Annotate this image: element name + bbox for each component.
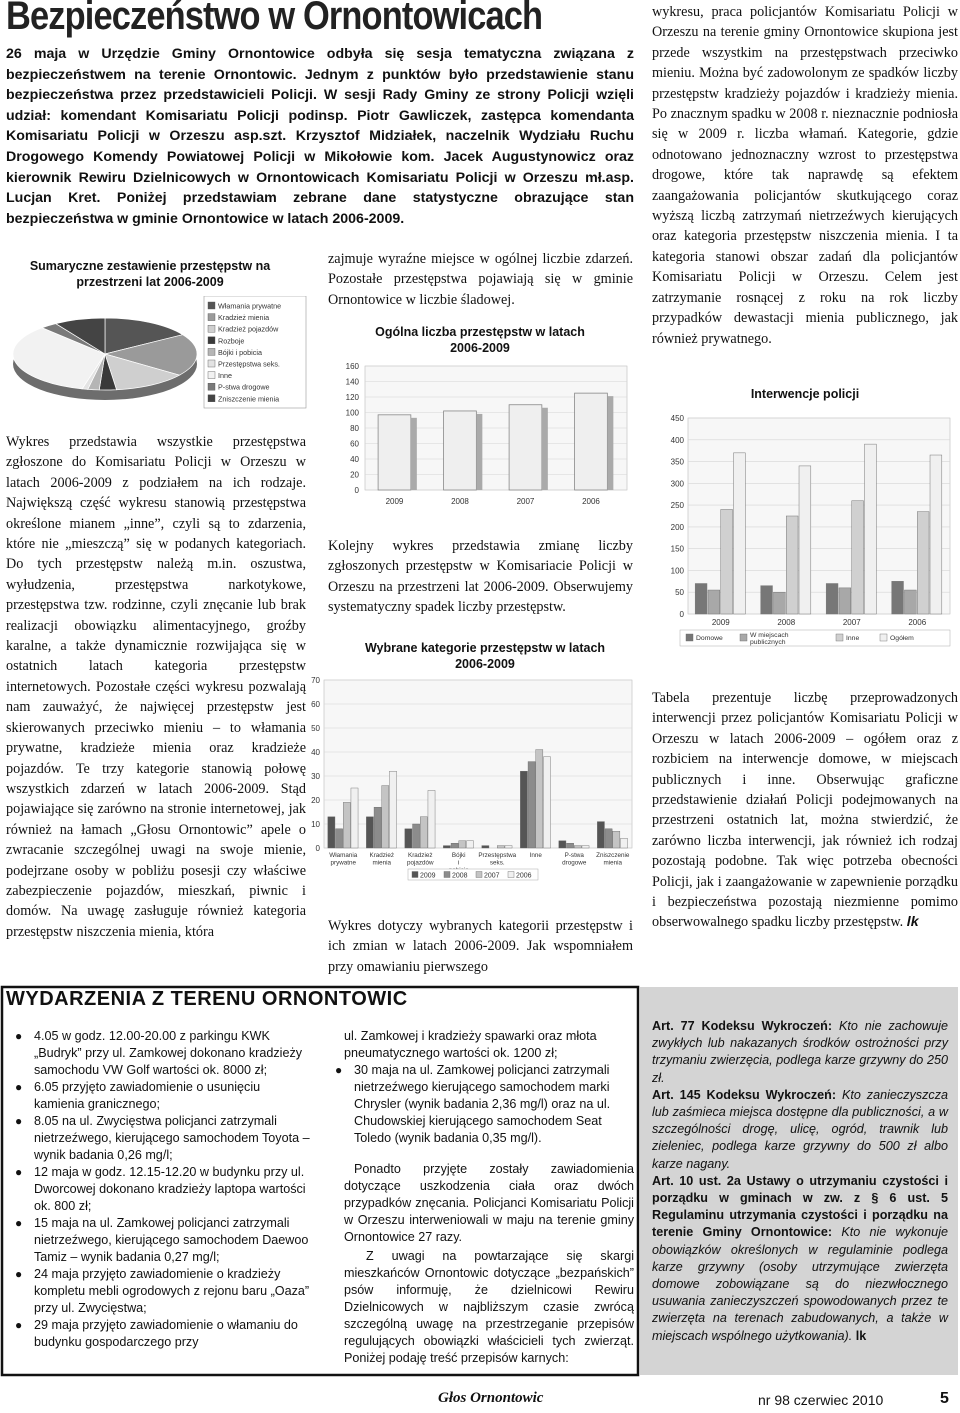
- lead-paragraph: 26 maja w Urzędzie Gminy Ornontowice odbyła się sesja tematyczna związana z bezpieczeństwem na terenie Ornontowic. Jednym z punktów było przedstawienie stanu bezpieczeństwa przez przedstawicieli Policji. W sesji Rady Gminy ze strony Policji wzięli udział: komendant Komisariatu Policji podinsp. Piotr Gawliczek, zastępca komendanta Komisariatu Policji w Orzeszu asp.szt. Krzysztof Midziałek, naczelnik Wydziału Ruchu Drogowego Komendy Powiatowej Policji w Mikołowie kom. Jacek Augustynowicz oraz kierownik Rewiru Dzielnicowych w Ornontowicach Komisariatu Policji w Orzeszu mł.asp. Lucjan Kret. Poniżej przedstawiam zebrane dane statystyczne obrazujące stan bezpieczeństwa w gminie Ornontowice w latach 2006-2009.: [6, 46, 634, 227]
- pie-legend-swatch-0: [208, 302, 215, 309]
- event-a-item-3: ● 12 maja w godz. 12.15-12.20 w budynku przy ul. Dworcowej dokonano kradzieży laptopa wartości ok. 800 zł;: [12, 1164, 314, 1215]
- bar-cat-2-0: [405, 829, 412, 848]
- law-art-10: [652, 1173, 948, 1345]
- events-b-continuation: ul. Zamkowej i kradzieży spawarki oraz młota pneumatycznego wartości ok. 1200 zł;: [344, 1029, 597, 1060]
- pie-legend-swatch-2: [208, 325, 215, 332]
- bar-total-2: [509, 405, 542, 490]
- x-label-cat-1-1: mienia: [372, 859, 392, 867]
- events-list-a-items: [12, 1028, 314, 1351]
- y-tick-1: 50: [675, 588, 684, 598]
- law-art-77-head: Art. 77 Kodeksu Wykroczeń:: [652, 1019, 833, 1033]
- legend-label-int-3-0: Ogółem: [890, 635, 914, 642]
- law-signature: lk: [855, 1328, 867, 1343]
- legend-swatch-cat-2: [476, 872, 482, 878]
- y-tick-1: 20: [350, 470, 359, 480]
- x-label-total-1: 2008: [451, 497, 469, 506]
- legend-label-cat-1: 2008: [452, 872, 468, 880]
- legend-label-cat-0: 2009: [420, 872, 436, 880]
- y-tick-8: 160: [345, 362, 359, 371]
- bar-total-1: [444, 411, 477, 490]
- legend-swatch-cat-3: [508, 872, 514, 878]
- footer-issue: nr 98 czerwiec 2010: [758, 1392, 884, 1408]
- bar-cat-3-2: [459, 841, 466, 848]
- x-label-cat-0-0: Włamania: [329, 852, 358, 859]
- bar-cat-1-3: [389, 771, 396, 848]
- bar-cat-3-1: [451, 843, 458, 848]
- bar-cat-3-0: [443, 846, 450, 848]
- pie-legend-swatch-1: [208, 314, 215, 321]
- x-label-int-3: 2006: [908, 618, 927, 627]
- bar-chart-interventions-marks: [671, 414, 950, 646]
- pie-legend-label-4: Bójki i pobicia: [218, 347, 262, 357]
- column-2-text-mid: Kolejny wykres przedstawia zmianę liczby zgłoszonych przestępstw w Komisariacie Policji w Orzeszu na przestrzeni lat 2006-2009. Obserwujemy systematyczny spadek liczby przestępstw.: [328, 538, 633, 616]
- y-tick-0: 0: [315, 844, 320, 853]
- event-a-item-5: ● 24 maja przyjęto zawiadomienie o kradzieży kompletu mebli ogrodowych z rejonu baru „Oaza” przy ul. Zwycięstwa;: [12, 1266, 314, 1317]
- bar-cat-0-3: [351, 788, 358, 848]
- y-tick-3: 60: [350, 439, 359, 449]
- events-list-b-items: [332, 1062, 634, 1147]
- bar-chart-total-marks: [346, 362, 627, 506]
- x-label-cat-4-0: Przestępstwa: [478, 852, 517, 859]
- y-tick-8: 400: [670, 435, 684, 445]
- events-list-a: [12, 1028, 314, 1351]
- bar-cat-7-1: [605, 829, 612, 848]
- pie-legend-label-8: Zniszczenie mienia: [218, 394, 280, 404]
- column-2-text-top: zajmuje wyraźne miejsce w ogólnej liczbie zdarzeń. Pozostałe przestępstwa pojawiają się w gminie Ornontowice w liczbie śladowej.: [328, 251, 633, 308]
- bar-cat-4-0: [482, 846, 489, 848]
- y-tick-7: 140: [345, 377, 359, 387]
- bar-cat-5-0: [520, 771, 527, 848]
- x-label-total-3: 2006: [582, 497, 600, 506]
- bar-chart-interventions-title: Interwencje policji: [750, 387, 860, 401]
- x-label-cat-1-0: Kradzież: [369, 852, 394, 859]
- bar-int-1-0: [761, 586, 773, 614]
- bar-chart-categories: [298, 672, 635, 897]
- pie-chart: [10, 296, 310, 416]
- bar-int-0-1: [708, 590, 720, 614]
- bar-cat-6-2: [574, 846, 581, 848]
- y-tick-0: 0: [354, 486, 359, 495]
- bar-cat-4-3: [505, 846, 512, 848]
- pie-legend-label-1: Kradzież mienia: [218, 313, 270, 323]
- bar-int-0-0: [695, 584, 707, 614]
- y-tick-4: 80: [350, 424, 359, 433]
- bar-int-1-2: [786, 516, 798, 614]
- bar-chart-interventions: [640, 412, 960, 657]
- bar-cat-2-2: [420, 817, 427, 848]
- legend-swatch-cat-1: [444, 872, 450, 878]
- y-tick-2: 20: [311, 796, 320, 805]
- legend-label-cat-3: 2006: [516, 872, 532, 880]
- bar-cat-4-2: [497, 846, 504, 848]
- bar-cat-2-1: [413, 824, 420, 848]
- column-3-text-bottom: [652, 688, 958, 933]
- legend-swatch-int-0: [686, 634, 693, 641]
- x-label-cat-7-1: mienia: [603, 859, 623, 867]
- bar-int-2-1: [839, 588, 851, 614]
- pie-legend-label-7: P-stwa drogowe: [218, 382, 270, 392]
- x-label-total-0: 2009: [385, 497, 404, 506]
- pie-legend-swatch-3: [208, 337, 215, 344]
- bar-chart-categories-marks: [311, 676, 632, 880]
- bar-int-3-2: [917, 512, 929, 614]
- event-a-item-0: ● 4.05 w godz. 12.00-20.00 z parkingu KWK „Budryk” przy ul. Zamkowej dokonano kradzieży samochodu VW Golf wartości ok. 8000 zł;: [12, 1028, 314, 1079]
- y-tick-7: 350: [670, 457, 684, 467]
- bar-cat-1-0: [366, 817, 373, 848]
- pie-legend-swatch-6: [208, 372, 215, 379]
- event-a-item-2: ● 8.05 na ul. Zwycięstwa policjanci zatrzymali nietrzeźwego, kierującego samochodem Toyota – wynik badania 0,26 mg/l;: [12, 1113, 314, 1164]
- column-1-text: Wykres przedstawia wszystkie przestępstwa zgłoszone do Komisariatu Policji w Orzeszu w latach 2006-2009 z podziałem na ich rodzaje. Największą część wykresu stanowią przestępstwa określone mianem „inne”, czyli są to zdarzenia, które nie „mieszczą” się w podanych kategoriach. Do tych przestępstw należą m.in. oszustwa, wyłudzenia, przestępstwa narkotykowe, przestępstwa tzw. rodzinne, czyli znęcanie lub brak realizacji obowiązku alimentacyjnego, groźby karalne, a także dynamicznie rozwijająca się w ostatnich latach kategoria przestępstw internetowych. Pozostałe części wykresu pozwalają nam zauważyć, że najwięcej przestępstw jest skierowanych przeciwko mieniu – to włamania prywatne, kradzieże mienia oraz kradzieże pojazdów. Te trzy kategorie stanowią połowę wszystkich zdarzeń w latach 2006-2009. Stąd pojawiające się zarówno na stronie internetowej, jak również na łamach „Głosu Ornontowic” apele o zwracanie szczególnej uwagi na swoje mienie, podejrzane osoby w pobliżu posesji czy właściwe zabezpieczenie pojazdów, mieszkań, piwnic i domów. Na uwagę zasługuje również kategoria przestępstw niszczenia mienia, która: [6, 434, 306, 940]
- law-art-77: [652, 1018, 948, 1087]
- bar-chart-total-title: Ogólna liczba przestępstw w latach 2006-2009: [375, 325, 585, 355]
- legend-label-int-1-1: publicznych: [750, 639, 786, 646]
- events-b-paragraph-2: Z uwagi na powtarzające się skargi mieszkańców Ornontowic dotyczące „bezpańskich” psów informuję, że dzielnicowi Rewiru Dzielnicowych w najbliższym czasie zwrócą szczególną uwagę na przestrzeganie przepisów regulujących obowiązki właścicieli tych zwierząt. Poniżej podaję treść przepisów karnych:: [344, 1249, 634, 1365]
- x-label-cat-3-0: Bójki: [451, 852, 466, 859]
- legend-swatch-int-1: [740, 634, 747, 641]
- pie-legend-label-2: Kradzież pojazdów: [218, 324, 279, 334]
- events-title: WYDARZENIA Z TERENU ORNONTOWIC: [6, 988, 408, 1010]
- x-label-cat-6-0: P-stwa: [564, 852, 584, 859]
- bar-int-3-3: [930, 455, 942, 614]
- legend-swatch-cat-0: [412, 872, 418, 878]
- legend-swatch-int-2: [836, 634, 843, 641]
- x-label-cat-0-1: prywatne: [330, 859, 357, 867]
- bar-chart-total: [325, 360, 635, 530]
- law-art-145-text: Kto zanieczyszcza lub zaśmieca miejsca dostępne dla publiczności, a w szczególności drogę, ulicę, ogród, trawnik lub zieleniec, podlega karze grzywny do 500 zł albo karze nagany.: [652, 1087, 948, 1171]
- y-tick-4: 40: [311, 748, 320, 757]
- law-art-10-text: Kto nie wykonuje obowiązków określonych w regulaminie podlega karze grzywny (osoby utrzymujące zwierzęta domowe zobowiązane są do niezwłocznego usuwania zanieczyszczeń spowodowanych przez te zwierzęta na terenach zabudowanych, a także w miejscach wspólnego użytkowania).: [652, 1225, 948, 1343]
- bar-int-0-2: [721, 509, 733, 614]
- y-tick-6: 60: [311, 700, 320, 709]
- footer-logo: Głos Ornontowic: [438, 1390, 544, 1406]
- x-label-cat-5-0: Inne: [529, 852, 542, 859]
- legend-label-int-0-0: Domowe: [696, 635, 723, 642]
- x-label-cat-4-1: seks.: [489, 859, 505, 867]
- bar-int-2-3: [865, 444, 877, 614]
- legend-label-cat-2: 2007: [484, 872, 500, 880]
- legend-swatch-int-3: [880, 634, 887, 641]
- y-tick-7: 70: [311, 676, 320, 685]
- x-label-total-2: 2007: [516, 497, 535, 506]
- column-2-text-bottom: Wykres dotyczy wybranych kategorii przestępstw i ich zmian w latach 2006-2009. Jak wspomniałem przy omawianiu pierwszego: [328, 918, 633, 975]
- bar-int-3-0: [892, 581, 904, 614]
- pie-legend: [204, 296, 306, 408]
- bar-int-0-3: [734, 453, 746, 614]
- bar-cat-7-2: [613, 831, 620, 848]
- x-label-cat-3-1: i: [458, 859, 460, 867]
- y-tick-9: 450: [670, 414, 684, 423]
- y-tick-6: 300: [670, 479, 684, 489]
- pie-chart-title: Sumaryczne zestawienie przestępstw na przestrzeni lat 2006-2009: [29, 259, 271, 289]
- bar-total-side-1: [476, 414, 482, 490]
- bar-cat-0-2: [343, 802, 350, 848]
- y-tick-5: 100: [345, 408, 359, 418]
- pie-legend-label-5: Przestępstwa seks.: [218, 359, 280, 369]
- bar-cat-7-3: [620, 838, 627, 848]
- bar-int-1-1: [773, 592, 785, 614]
- author-signature: lk: [906, 914, 919, 931]
- bar-cat-2-3: [428, 790, 435, 848]
- bar-cat-0-0: [328, 817, 335, 848]
- law-art-10-head: Art. 10 ust. 2a Ustawy o utrzymaniu czystości i porządku w gminach w zw. z § 6 ust. 5 Regulaminu utrzymania czystości i porządku na terenie Gminy Ornontowice:: [652, 1173, 948, 1240]
- y-tick-3: 150: [670, 544, 684, 554]
- law-art-145: [652, 1087, 948, 1173]
- y-tick-6: 120: [345, 393, 359, 402]
- footer-page-number: 5: [940, 1390, 949, 1407]
- bar-total-0: [378, 415, 411, 490]
- events-b-paragraph-1: Ponadto przyjęte zostały zawiadomienia dotyczące uszkodzenia ciała oraz dwóch przypadków znęcania. Policjanci Komisariatu Policji w Orzeszu interweniowali w maju na terenie gminy Ornontowice 27 razy.: [344, 1162, 634, 1244]
- legend-label-int-2-0: Inne: [846, 635, 860, 642]
- bar-cat-5-1: [528, 762, 535, 848]
- x-label-cat-7-0: Zniszczenie: [596, 852, 630, 859]
- events-list-b: [332, 1028, 634, 1367]
- bar-total-side-2: [542, 408, 548, 490]
- bar-int-2-2: [852, 501, 864, 614]
- pie-slices: [13, 318, 197, 400]
- y-tick-3: 30: [311, 772, 320, 781]
- column-3-text-top: wykresu, praca policjantów Komisariatu Policji w Orzeszu na terenie gminy Ornontowice skupiona jest przede wszystkim na przestępstwach przeciwko mieniu. Można być zadowolonym ze spadków liczby przestępstw kradzieży pojazdów i kradzieży mienia. Po znacznym spadku w 2008 r. nieznacznie podniosła się w 2009 r. liczba włamań. Kategorie, gdzie odnotowano jednoznaczny wzrost to przestępstwa drogowe, które tak naprawdę są efektem zaangażowania policjantów skutkującego coraz wyższą liczbą zatrzymań nietrzeźwych kierujących oraz kategoria przestępstw niszczenia mienia. I ta kategoria stanowi obszar zadań dla policjantów Komisariatu Policji w Orzeszu. Celem jest zatrzymanie rosnącej z roku na rok liczby przypadków dewastacji mienia publicznego, jak również prywatnego.: [652, 4, 958, 347]
- bar-int-3-1: [904, 590, 916, 614]
- page-title: Bezpieczeństwo w Ornontowicach: [6, 0, 543, 38]
- x-label-cat-6-1: drogowe: [562, 859, 587, 867]
- law-art-77-text: Kto nie zachowuje zwykłych lub nakazanych środków ostrożności przy trzymaniu zwierzęcia, podlega karze grzywny do 250 zł.: [652, 1019, 948, 1085]
- bar-cat-0-1: [336, 829, 343, 848]
- x-label-int-1: 2008: [777, 618, 796, 627]
- x-label-int-0: 2009: [711, 618, 730, 627]
- y-tick-5: 50: [311, 724, 320, 733]
- bar-cat-6-3: [582, 846, 589, 848]
- bar-cat-7-0: [597, 822, 604, 848]
- event-a-item-1: ● 6.05 przyjęto zawiadomienie o usunięciu kamienia granicznego;: [12, 1079, 314, 1113]
- law-panel: [652, 1018, 948, 1345]
- pie-legend-label-0: Włamania prywatne: [218, 301, 282, 311]
- bar-cat-6-0: [559, 841, 566, 848]
- page-footer: [0, 1388, 960, 1413]
- x-label-int-2: 2007: [842, 618, 861, 627]
- event-a-item-6: ● 29 maja przyjęto zawiadomienie o włamaniu do budynku gospodarczego przy: [12, 1317, 314, 1351]
- y-tick-1: 10: [311, 820, 320, 829]
- x-label-cat-2-1: pojazdów: [406, 859, 434, 867]
- y-tick-4: 200: [670, 522, 684, 532]
- pie-legend-swatch-8: [208, 395, 215, 402]
- column-3-bottom-body: Tabela prezentuje liczbę przeprowadzonych interwencji przez policjantów Komisariatu Policji w Orzeszu w latach 2006-2009 – ogółem oraz z rozbiciem na interwencje domowe, w miejscach publicznych i inne. Obserwując graficzne przedstawienie działań Policji podejmowanych na przestrzeni ostatnich lat, można stwierdzić, że zarówno liczba interwencji, jak również ich rodzaj pozostają podobne. Tak więc potrzeba obecności Policji, jak i zaangażowanie w zapewnienie porządku i bezpieczeństwa pozostają niezmienne pomimo obserwowalnego spadku liczby przestępstw.: [652, 690, 958, 931]
- bar-total-side-3: [607, 396, 613, 490]
- bar-cat-5-3: [543, 757, 550, 848]
- bar-total-3: [575, 393, 608, 490]
- pie-legend-swatch-5: [208, 360, 215, 367]
- bar-cat-3-3: [466, 841, 473, 848]
- y-tick-0: 0: [679, 610, 684, 619]
- x-label-cat-2-0: Kradzież: [408, 852, 433, 859]
- bar-cat-6-1: [567, 843, 574, 848]
- pie-legend-label-3: Rozboje: [218, 336, 245, 346]
- event-b-item-0: ● 30 maja na ul. Zamkowej policjanci zatrzymali nietrzeźwego kierującego samochodem marki Chrysler (wynik badania 2,36 mg/l) oraz na ul. Chudowskiej kierującego samochodem Seat Toledo (wynik badania 0,35 mg/l).: [332, 1062, 634, 1147]
- legend-label-int-1-0: W miejscach: [750, 632, 789, 639]
- pie-legend-label-6: Inne: [218, 371, 232, 381]
- bar-cat-1-2: [382, 786, 389, 848]
- pie-legend-swatch-7: [208, 383, 215, 390]
- event-a-item-4: ● 15 maja na ul. Zamkowej policjanci zatrzymali nietrzeźwego, kierującego samochodem Daewoo Tamiz – wynik badania 0,27 mg/l;: [12, 1215, 314, 1266]
- pie-legend-swatch-4: [208, 348, 215, 355]
- bar-cat-1-1: [374, 807, 381, 848]
- y-tick-5: 250: [670, 501, 684, 511]
- bar-chart-categories-title: Wybrane kategorie przestępstw w latach 2006-2009: [364, 641, 606, 671]
- y-tick-2: 40: [350, 455, 359, 464]
- bar-cat-5-2: [536, 750, 543, 848]
- y-tick-2: 100: [670, 566, 684, 576]
- bar-int-2-0: [826, 584, 838, 614]
- bar-total-side-0: [411, 418, 417, 490]
- bar-int-1-3: [799, 466, 811, 614]
- law-art-145-head: Art. 145 Kodeksu Wykroczeń:: [652, 1087, 837, 1102]
